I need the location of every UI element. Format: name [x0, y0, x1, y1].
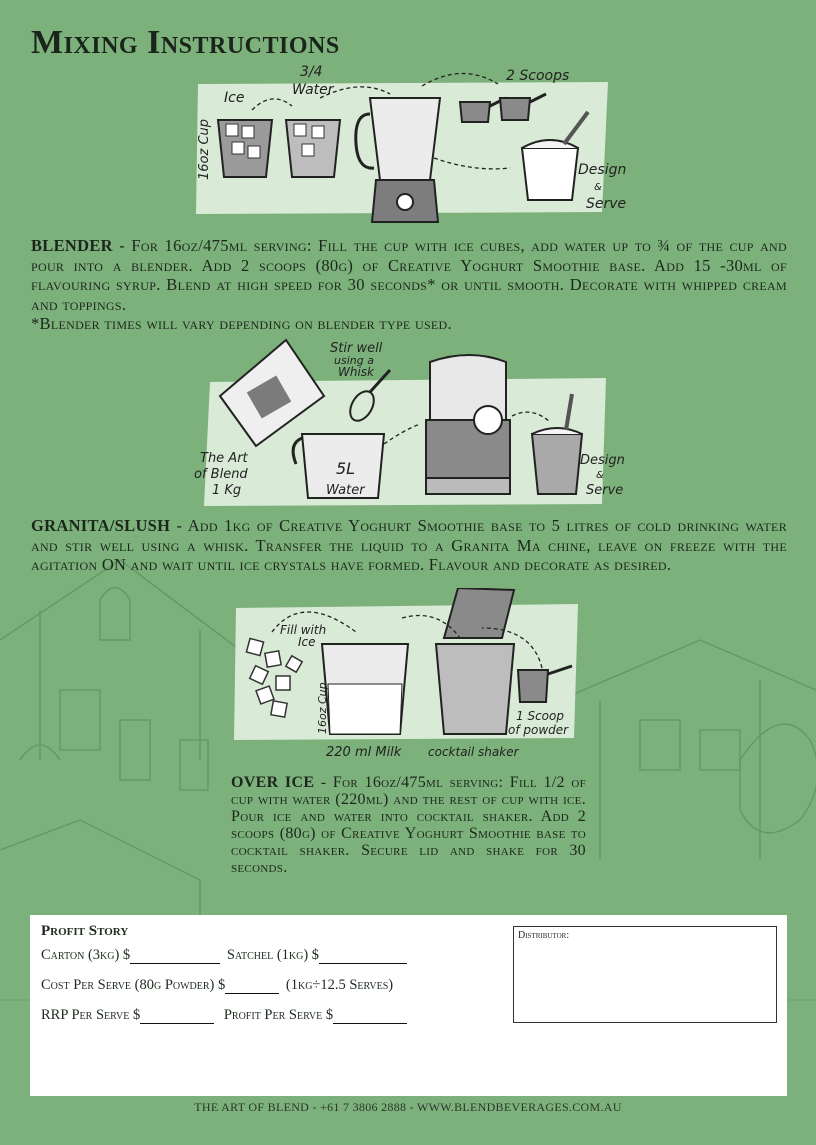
ice-cup-icon [218, 120, 272, 177]
label-amp: & [594, 182, 602, 193]
label-stir-3: Whisk [338, 365, 375, 379]
blender-illustration [190, 62, 640, 232]
label-shaker: cocktail shaker [428, 745, 519, 759]
label-litres: 5L [336, 459, 356, 478]
profit-row-cost [41, 977, 393, 994]
blender-lead: BLENDER [31, 236, 113, 255]
label-water: Water [326, 483, 365, 498]
label-scoop-1: 1 Scoop [516, 709, 564, 723]
serves-note: (1kg÷12.5 Serves) [285, 977, 394, 993]
label-cup-size: 16oz Cup [197, 118, 212, 180]
cost-per-serve-field[interactable] [225, 980, 279, 994]
over-ice-instructions [231, 774, 586, 876]
blender-instructions [31, 236, 787, 334]
distributor-label: Distributor: [518, 930, 570, 941]
granita-machine-icon [426, 355, 510, 494]
profit-story-heading: Profit Story [41, 923, 129, 939]
carton-label: Carton (3kg) $ [41, 947, 131, 963]
granita-body: - Add 1kg of Creative Yoghurt Smoothie base to 5 litres of cold drinking water and stir well using a whisk. Transfer the liquid to a Granita Ma chine, leave on freeze with the agitation ON and wait until ice crystals have formed. Flavour and decorate as desired. [31, 516, 787, 574]
distributor-box[interactable] [513, 926, 777, 1023]
profit-per-serve-field[interactable] [333, 1010, 407, 1024]
label-water: Water [292, 82, 334, 98]
cost-per-serve-label: Cost Per Serve (80g Powder) $ [41, 977, 226, 993]
profit-story-panel [30, 915, 787, 1096]
label-serve: Serve [586, 483, 624, 498]
footer-contact: THE ART OF BLEND - +61 7 3806 2888 - WWW.BLENDBEVERAGES.COM.AU [194, 1100, 622, 1114]
over-ice-illustration [232, 588, 582, 760]
page-title: Mixing Instructions [31, 24, 340, 61]
granita-instructions [31, 516, 787, 575]
blender-note: *Blender times will vary depending on blender type used. [31, 314, 452, 333]
rrp-field[interactable] [140, 1010, 214, 1024]
label-art-2: of Blend [194, 467, 248, 482]
blender-body: - For 16oz/475ml serving: Fill the cup with ice cubes, add water up to ¾ of the cup and pour into a blender. Add 2 scoops (80g) of Creative Yoghurt Smoothie base. Add 15 -30ml of flavouring syrup. Blend at high speed for 30 seconds* or until smooth. Decorate with whipped cream and toppings. [31, 236, 787, 314]
label-art-1: The Art [200, 451, 248, 466]
label-art-3: 1 Kg [212, 483, 242, 498]
label-design: Design [580, 453, 625, 468]
label-scoop-2: of powder [508, 723, 569, 737]
ice-water-cup-icon [286, 120, 340, 177]
profit-per-serve-label: Profit Per Serve $ [223, 1007, 334, 1023]
label-milk: 220 ml Milk [326, 745, 402, 760]
granita-lead: GRANITA/SLUSH [31, 516, 171, 535]
label-fill-1: Fill with [280, 623, 327, 637]
satchel-label: Satchel (1kg) $ [226, 947, 320, 963]
profit-row-carton [41, 947, 407, 964]
label-design: Design [578, 162, 627, 178]
over-ice-body: - For 16oz/475ml serving: Fill 1/2 of cup with water (220ml) and the rest of cup with ice. Pour ice and water into cocktail shaker. Add 2 scoops (80g) of Creative Yoghurt Smoothie base to cocktail shaker. Secure lid and shake for 30 seconds. [231, 774, 586, 876]
label-stir-2: using a [334, 354, 374, 367]
label-two-scoops: 2 Scoops [506, 68, 570, 84]
label-amp: & [596, 470, 604, 481]
over-ice-lead: OVER ICE [231, 774, 315, 791]
profit-row-rrp [41, 1007, 407, 1024]
label-three-quarter: 3/4 [300, 64, 323, 80]
rrp-label: RRP Per Serve $ [41, 1007, 141, 1023]
label-fill-2: Ice [298, 635, 316, 649]
label-serve: Serve [586, 196, 627, 212]
granita-illustration [194, 334, 634, 510]
label-stir-1: Stir well [330, 341, 383, 356]
satchel-field[interactable] [319, 950, 407, 964]
carton-field[interactable] [130, 950, 220, 964]
label-ice: Ice [224, 90, 245, 106]
label-cup-size: 16oz Cup [316, 682, 329, 734]
milk-cup-icon [322, 644, 408, 734]
